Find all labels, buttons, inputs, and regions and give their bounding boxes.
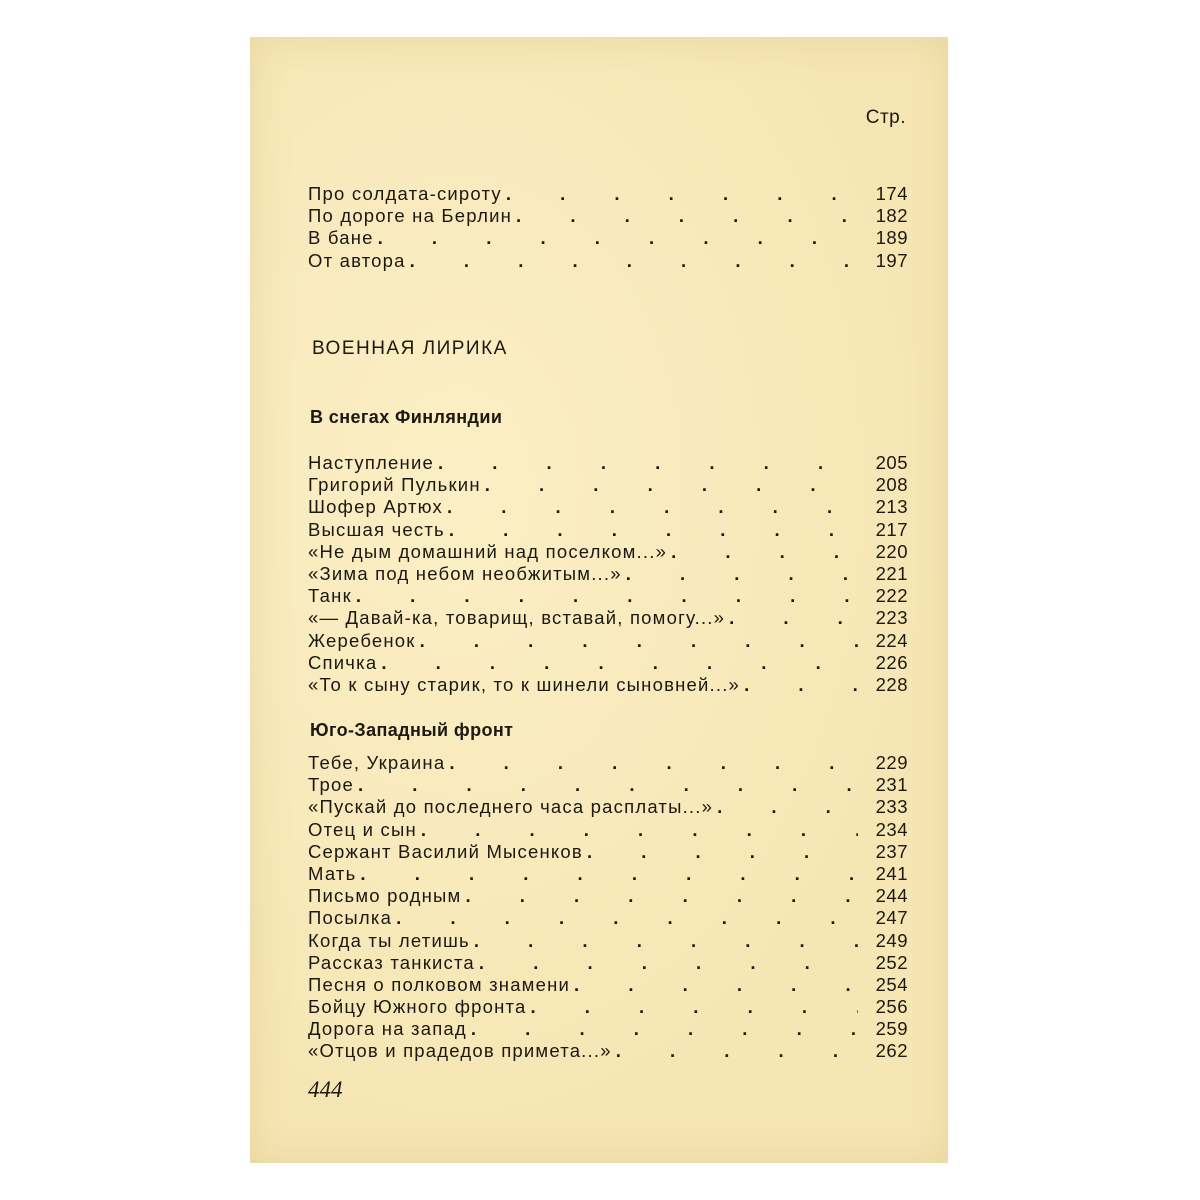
dot-leader (717, 796, 858, 818)
toc-title: Сержант Василий Мысенков (308, 840, 583, 862)
toc-page-number: 234 (875, 818, 908, 840)
toc-row (308, 774, 908, 796)
toc-row (308, 227, 908, 249)
dot-leader (438, 452, 858, 474)
toc-title: По дороге на Берлин (308, 205, 513, 227)
toc-page-number: 249 (875, 929, 908, 951)
toc-page-number: 244 (875, 885, 908, 907)
toc-page-number: 174 (875, 183, 908, 204)
toc-title: Бойцу Южного фронта (308, 996, 527, 1018)
dot-leader (447, 496, 858, 518)
dot-leader (485, 474, 858, 496)
toc-page-number: 256 (875, 996, 908, 1018)
toc-title: «То к сыну старик, то к шинели сыновней...» (308, 673, 741, 695)
page-column-label: Стр. (865, 107, 906, 128)
toc-row (308, 585, 908, 607)
toc-page-number: 213 (875, 496, 908, 518)
dot-leader (671, 541, 858, 563)
dot-leader (530, 996, 858, 1018)
toc-row (308, 674, 908, 696)
toc-page-number: 231 (875, 774, 908, 796)
toc-page-number: 247 (875, 907, 908, 929)
toc-page-number: 221 (875, 562, 908, 584)
toc-title: Трое (308, 774, 354, 796)
toc-row (308, 885, 908, 907)
toc-row (308, 205, 908, 227)
dot-leader (479, 952, 858, 974)
toc-title: Жеребенок (308, 629, 416, 651)
toc-title: Посылка (308, 907, 393, 929)
toc-title: Спичка (308, 651, 378, 673)
dot-leader (616, 1040, 858, 1062)
toc-title: Рассказ танкиста (308, 951, 475, 973)
toc-row (308, 952, 908, 974)
subsection-title: Юго-Западный фронт (310, 720, 514, 740)
toc-row (308, 907, 908, 929)
toc-page-number: 220 (875, 540, 908, 562)
dot-leader (381, 652, 858, 674)
subsection-title: В снегах Финляндии (310, 407, 503, 427)
toc-title: От автора (308, 249, 406, 271)
toc-row (308, 930, 908, 952)
dot-leader (449, 752, 858, 774)
dot-leader (421, 819, 858, 841)
toc-page-number: 229 (875, 752, 908, 773)
toc-row (308, 519, 908, 541)
dot-leader (410, 250, 858, 272)
toc-row (308, 563, 908, 585)
toc-page-number: 205 (875, 452, 908, 473)
toc-title: Тебе, Украина (308, 752, 446, 773)
toc-row (308, 496, 908, 518)
toc-row (308, 841, 908, 863)
toc-page-number: 262 (875, 1040, 908, 1062)
toc-title: Григорий Пулькин (308, 474, 481, 496)
dot-leader (729, 607, 858, 629)
toc-title: В бане (308, 227, 374, 249)
toc-list-top (308, 183, 908, 272)
toc-title: Когда ты летишь (308, 929, 470, 951)
toc-title: Шофер Артюх (308, 496, 443, 518)
toc-page-number: 223 (875, 607, 908, 629)
toc-row (308, 796, 908, 818)
toc-page-number: 208 (875, 474, 908, 496)
toc-row (308, 541, 908, 563)
toc-page-number: 197 (875, 249, 908, 271)
dot-leader (516, 205, 858, 227)
dot-leader (360, 863, 858, 885)
toc-page-number: 241 (875, 862, 908, 884)
toc-title: Наступление (308, 452, 434, 473)
toc-row (308, 819, 908, 841)
dot-leader (449, 519, 858, 541)
toc-page-number: 224 (875, 629, 908, 651)
dot-leader (471, 1018, 858, 1040)
toc-page-number: 217 (875, 518, 908, 540)
toc-page-number: 259 (875, 1018, 908, 1040)
toc-page-number: 226 (875, 651, 908, 673)
toc-title: Мать (308, 862, 357, 884)
toc-title: Письмо родным (308, 885, 462, 907)
toc-row (308, 974, 908, 996)
dot-leader (378, 227, 858, 249)
toc-title: «— Давай-ка, товарищ, вставай, помогу...» (308, 607, 726, 629)
dot-leader (356, 585, 858, 607)
toc-page-number: 222 (875, 585, 908, 607)
toc-row (308, 996, 908, 1018)
toc-title: «Пускай до последнего часа расплаты...» (308, 796, 714, 818)
toc-page-number: 254 (875, 973, 908, 995)
toc-row (308, 863, 908, 885)
dot-leader (574, 974, 858, 996)
dot-leader (626, 563, 858, 585)
toc-title: Танк (308, 585, 352, 607)
dot-leader (396, 907, 858, 929)
toc-row (308, 183, 908, 205)
toc-title: «Не дым домашний над поселком...» (308, 540, 668, 562)
dot-leader (420, 630, 858, 652)
section-title: ВОЕННАЯ ЛИРИКА (312, 338, 508, 359)
toc-title: Про солдата-сироту (308, 183, 502, 204)
dot-leader (744, 674, 858, 696)
dot-leader (358, 774, 858, 796)
toc-page-number: 237 (875, 840, 908, 862)
toc-row (308, 1040, 908, 1062)
dot-leader (474, 930, 858, 952)
page-number-folio: 444 (308, 1077, 343, 1102)
dot-leader (465, 885, 858, 907)
toc-row (308, 652, 908, 674)
toc-title: Высшая честь (308, 518, 445, 540)
toc-page-number: 252 (875, 951, 908, 973)
toc-title: Отец и сын (308, 818, 417, 840)
toc-row (308, 452, 908, 474)
toc-title: Песня о полковом знамени (308, 973, 571, 995)
toc-list-finland (308, 452, 908, 696)
toc-row (308, 752, 908, 774)
toc-row (308, 250, 908, 272)
toc-page-number: 228 (875, 673, 908, 695)
dot-leader (587, 841, 858, 863)
toc-row (308, 630, 908, 652)
toc-title: «Зима под небом необжитым...» (308, 562, 622, 584)
toc-page-number: 189 (875, 227, 908, 249)
dot-leader (506, 183, 858, 205)
toc-page-number: 182 (875, 205, 908, 227)
toc-row (308, 607, 908, 629)
toc-title: Дорога на запад (308, 1018, 467, 1040)
toc-page-number: 233 (875, 796, 908, 818)
toc-row (308, 474, 908, 496)
toc-list-southwest (308, 752, 908, 1063)
toc-title: «Отцов и прадедов примета...» (308, 1040, 612, 1062)
toc-row (308, 1018, 908, 1040)
book-page (250, 37, 948, 1163)
